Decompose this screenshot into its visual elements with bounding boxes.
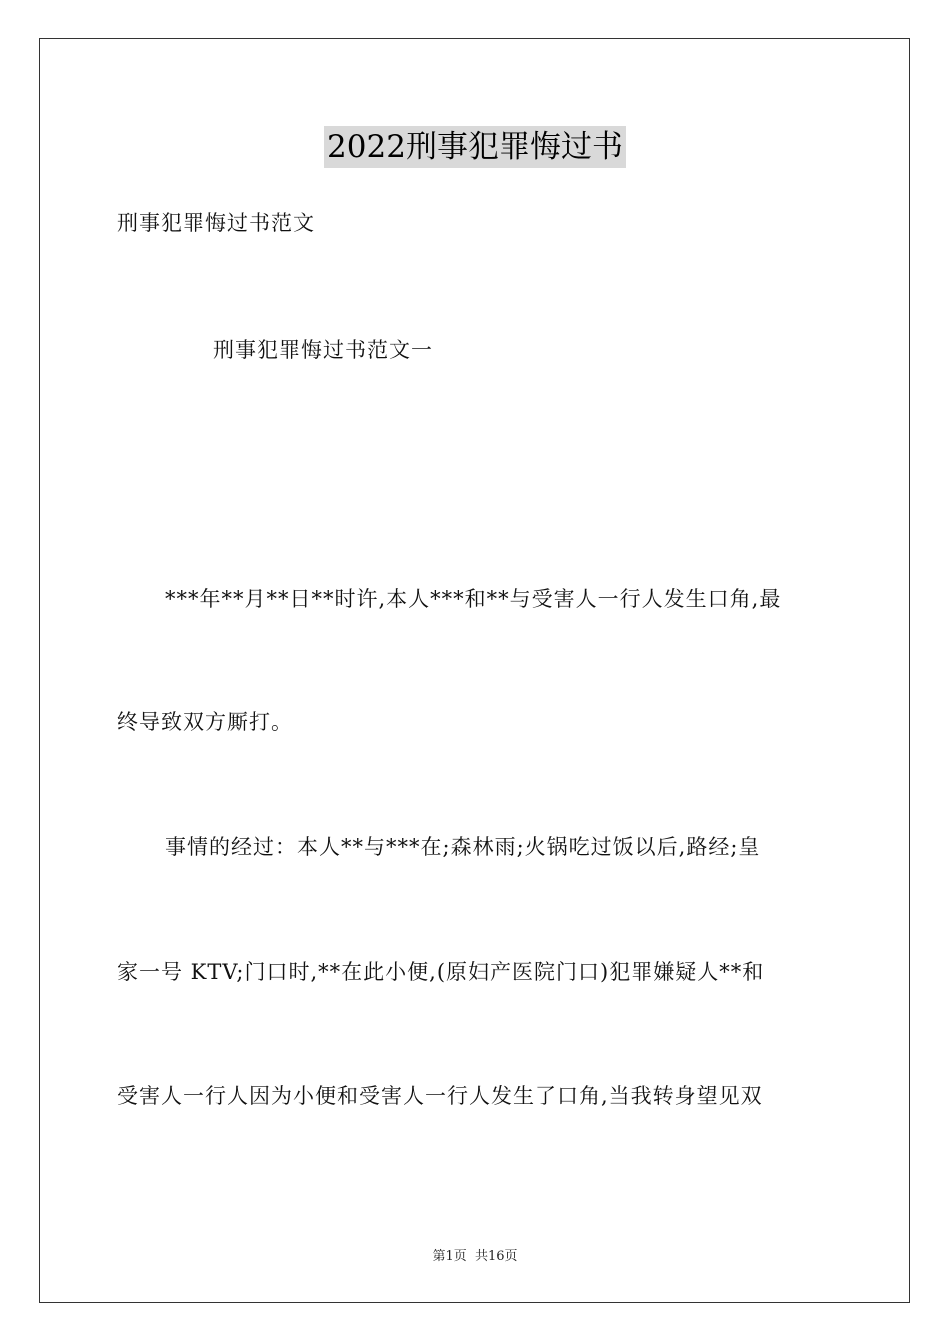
body-line: ***年**月**日**时许,本人***和**与受害人一行人发生口角,最 <box>165 587 782 611</box>
page-footer <box>0 1248 950 1266</box>
body-line: 终导致双方厮打。 <box>117 710 293 734</box>
section-heading: 刑事犯罪悔过书范文一 <box>213 338 433 362</box>
page-number: 第1页 <box>432 1249 467 1264</box>
body-line: 受害人一行人因为小便和受害人一行人发生了口角,当我转身望见双 <box>117 1084 763 1108</box>
body-line: 事情的经过：本人**与***在;森林雨;火锅吃过饭以后,路经;皇 <box>165 835 761 859</box>
body-line: 家一号 KTV;门口时,**在此小便,(原妇产医院门口)犯罪嫌疑人**和 <box>117 960 765 984</box>
title-container <box>0 126 950 168</box>
page-total: 共16页 <box>474 1249 518 1264</box>
document-title: 2022刑事犯罪悔过书 <box>324 126 626 168</box>
document-subtitle: 刑事犯罪悔过书范文 <box>117 211 315 235</box>
